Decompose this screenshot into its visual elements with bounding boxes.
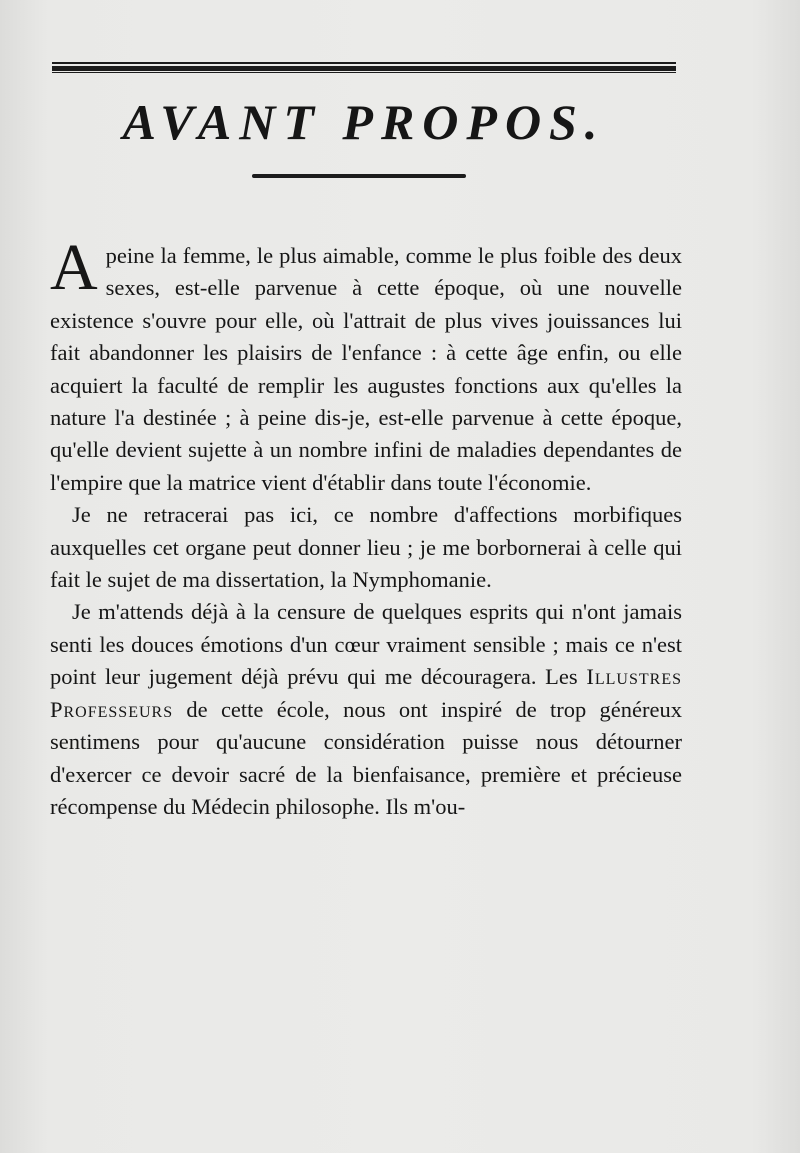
heading-underline-rule	[252, 174, 466, 178]
page-heading: AVANT PROPOS.	[122, 94, 606, 150]
body-text	[50, 231, 682, 823]
paragraph-1	[50, 231, 682, 499]
illustres-professeurs: Illustres Professeurs	[50, 664, 682, 722]
paragraph-2: Je ne retracerai pas ici, ce nombre d'affections morbifiques auxquelles cet organe peut donner lieu ; je me borbornerai à celle qui fait le sujet de ma dissertation, la Nymphomanie.	[50, 502, 682, 593]
drop-cap: A	[50, 231, 98, 304]
top-ornamental-rule	[52, 62, 676, 73]
paragraph-1-text: peine la femme, le plus aimable, comme le plus foible des deux sexes, est-elle parvenue à cette époque, où une nouvelle existence s'ouvre pour elle, où l'attrait de plus vives jouissances lui fait abandonner les plaisirs de l'enfance : à cette âge enfin, ou elle acquiert la faculté de remplir les augustes fonctions aux qu'elles la nature l'a destinée ; à peine dis-je, est-elle parvenue à cette époque, qu'elle devient sujette à un nombre infini de maladies dependantes de l'empire que la matrice vient d'établir dans toute l'économie.	[50, 243, 682, 495]
paragraph-3	[50, 596, 682, 823]
paragraph-3-text-a: Je m'attends déjà à la censure de quelques esprits qui n'ont jamais senti les douces émotions d'un cœur vraiment sensible ; mais ce n'est point leur jugement déjà prévu qui me découragera. Les	[50, 599, 682, 690]
paragraph-3-text-b: de cette école, nous ont inspiré de trop généreux sentimens pour qu'aucune considération puisse nous détourner d'exercer ce devoir sacré de la bienfaisance, première et précieuse récompense du Médecin philosophe. Ils m'ou-	[50, 696, 682, 819]
